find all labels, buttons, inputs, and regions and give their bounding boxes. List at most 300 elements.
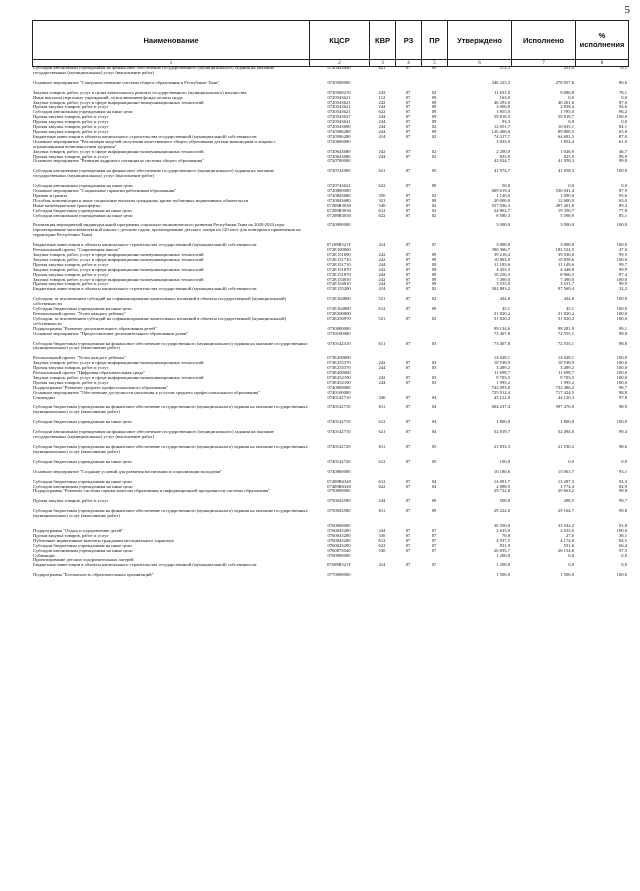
row-name: Закупка товаров, работ, услуг в сфере информационно-коммуникационных технологий xyxy=(33,149,204,154)
row-name: Основное мероприятие "Предоставление дополнительного образования детям" xyxy=(33,331,189,336)
col-header-name: Наименование xyxy=(33,21,310,60)
row-kvr: 612 xyxy=(378,478,386,484)
row-executed: 825,5 xyxy=(563,154,574,159)
row-rz: 07 xyxy=(405,296,411,302)
row-kcsr: 0720586280 xyxy=(327,129,351,134)
row-approved: 24 862,7 xyxy=(493,208,510,213)
row-percent: 95,6 xyxy=(618,193,627,198)
row-percent: 47,0 xyxy=(618,248,627,253)
row-kvr: 611 xyxy=(378,508,386,514)
row-kvr: 321 xyxy=(378,198,386,203)
table-row xyxy=(32,337,628,352)
row-rz: 07 xyxy=(405,89,411,95)
row-percent: 98,8 xyxy=(618,340,627,346)
row-pr: 02 xyxy=(431,134,437,139)
row-approved: 100,0 xyxy=(499,458,510,464)
row-percent: 87,0 xyxy=(618,100,627,105)
row-executed: 434,8 xyxy=(563,296,574,302)
row-executed: 97 569,4 xyxy=(557,287,574,292)
row-pr: 09 xyxy=(431,272,437,277)
row-percent: 98,9 xyxy=(618,404,627,410)
row-percent: 99,1 xyxy=(618,326,627,331)
row-executed: 3 489,2 xyxy=(560,366,574,371)
row-kvr: 243 xyxy=(378,89,386,95)
row-rz: 07 xyxy=(405,533,411,538)
row-executed: 9 703,5 xyxy=(560,375,574,380)
row-pr: 09 xyxy=(431,307,437,312)
row-executed: 41 958,3 xyxy=(557,168,574,174)
table-row xyxy=(32,504,628,519)
row-rz xyxy=(395,76,421,86)
row-name: Прочая закупка товаров, работ и услуг xyxy=(33,282,109,287)
row-approved: 26 835,7 xyxy=(493,548,510,553)
row-kvr: 414 xyxy=(378,287,386,292)
row-rz: 07 xyxy=(405,548,411,553)
table-row xyxy=(32,86,628,96)
row-executed: 44 120,3 xyxy=(557,395,574,400)
row-kcsr: 0720643680 xyxy=(327,154,351,159)
row-pr xyxy=(421,465,447,475)
row-kvr xyxy=(369,76,395,86)
row-kcsr: 0740142720 xyxy=(327,458,351,464)
row-name: Подпрограмма "Развитие системы оценки качества образования и информационной прозрачности системы образования" xyxy=(33,489,271,494)
row-name: Закупка товаров, работ, услуг в сфере информационно-коммуникационных технологий xyxy=(33,361,204,366)
row-kvr: 612 xyxy=(378,538,386,543)
table-row xyxy=(32,494,628,504)
row-executed: 39 030,0 xyxy=(557,253,574,257)
row-executed: 1 774,4 xyxy=(560,484,574,489)
row-approved: 390 366,7 xyxy=(491,248,510,253)
row-name: Основное мероприятие "Обеспечение доступности населения к услугам среднего профессионального образования" xyxy=(33,390,261,395)
row-percent: 96,2 xyxy=(618,110,627,115)
table-row xyxy=(32,465,628,475)
row-executed: 0,0 xyxy=(568,95,574,100)
col-number: 5 xyxy=(422,60,448,67)
row-executed: 41 958,3 xyxy=(557,159,574,164)
row-rz xyxy=(395,568,421,578)
row-kcsr: 0730100000 xyxy=(327,331,351,336)
row-executed: 98 281,9 xyxy=(557,326,574,331)
row-pr: 09 xyxy=(431,100,437,105)
row-name: Закупка товаров, работ, услуг в сфере информационно-коммуникационных технологий xyxy=(33,100,204,105)
row-kvr: 244 xyxy=(378,366,386,371)
row-approved: 434,8 xyxy=(499,296,510,302)
row-executed: 597 470,0 xyxy=(555,404,574,410)
row-kvr: 414 xyxy=(378,242,386,248)
row-percent: 100,0 xyxy=(616,361,627,366)
row-rz xyxy=(395,218,421,238)
row-executed: 33 542,2 xyxy=(557,523,574,529)
row-percent: 38,1 xyxy=(618,533,627,538)
col-header-executed: Исполнено xyxy=(512,21,576,60)
row-rz: 07 xyxy=(405,429,411,435)
row-pr: 09 xyxy=(431,105,437,110)
row-executed: 19 350,7 xyxy=(557,208,574,213)
row-approved: 557 036,3 xyxy=(491,203,510,208)
table-row xyxy=(32,179,628,189)
row-executed: 3 000,0 xyxy=(560,222,574,228)
row-kvr: 414 xyxy=(378,563,386,568)
col-number: 6 xyxy=(448,60,512,67)
col-header-pr: ПР xyxy=(422,21,448,60)
row-kvr: 112 xyxy=(378,95,386,100)
row-kvr: 244 xyxy=(378,154,386,159)
row-executed: 64 691,5 xyxy=(557,134,574,139)
row-approved: 52 819,7 xyxy=(493,429,510,435)
row-pr: 04 xyxy=(431,404,437,410)
row-percent: 65,8 xyxy=(618,129,627,134)
row-pr: 02 xyxy=(431,193,437,198)
row-kcsr: 0720843680 xyxy=(327,198,351,203)
row-kvr: 622 xyxy=(378,484,386,489)
row-kvr xyxy=(369,140,395,150)
row-executed: 72 555,1 xyxy=(557,340,574,346)
row-rz: 07 xyxy=(405,340,411,346)
row-kcsr: 072E250970 xyxy=(327,316,351,321)
row-percent: 100,0 xyxy=(616,375,627,380)
row-rz: 07 xyxy=(405,183,411,189)
row-percent: 97,5 xyxy=(618,548,627,553)
col-header-kcsr: КЦСР xyxy=(310,21,370,60)
row-approved: 45,1 xyxy=(501,307,510,312)
table-row xyxy=(32,425,628,440)
row-name: Прочая закупка товаров, работ и услуг xyxy=(33,129,109,134)
row-percent: 99,8 xyxy=(618,489,627,494)
row-approved: 302 883,2 xyxy=(491,287,510,292)
row-approved: 831,0 xyxy=(499,543,510,548)
row-kcsr: 0730142310 xyxy=(327,340,351,346)
row-name: Закупка товаров, работ, услуг в сфере информационно-коммуникационных технологий xyxy=(33,375,204,380)
row-rz: 07 xyxy=(405,563,411,568)
row-approved: 21 833,3 xyxy=(493,444,510,449)
row-executed: 0,0 xyxy=(568,120,574,125)
row-rz: 07 xyxy=(405,168,411,174)
col-number: 3 xyxy=(370,60,396,67)
row-kcsr: 0740100000 xyxy=(327,390,351,395)
row-rz: 07 xyxy=(405,105,411,110)
row-pr xyxy=(421,351,447,361)
row-approved: 3 489,2 xyxy=(496,366,510,371)
table-row xyxy=(32,351,628,361)
row-pr: 07 xyxy=(431,533,437,538)
row-rz: 07 xyxy=(405,267,411,272)
row-percent: 32,2 xyxy=(618,287,627,292)
row-approved: 31 820,2 xyxy=(493,311,510,316)
row-kcsr: 0740800000 xyxy=(327,468,351,474)
row-name: Премии и гранты xyxy=(33,193,68,198)
row-rz: 07 xyxy=(405,380,411,385)
row-rz: 07 xyxy=(405,120,411,125)
row-name: Прочая закупка товаров, работ и услуг xyxy=(33,380,109,385)
row-kcsr: 0740142710 xyxy=(327,395,351,400)
row-rz: 07 xyxy=(405,257,411,262)
row-kvr: 244 xyxy=(378,272,386,277)
row-kcsr: 0720742900 xyxy=(327,168,351,174)
row-executed: 31 820,2 xyxy=(557,311,574,316)
row-kcsr: 0720543641 xyxy=(327,120,351,125)
row-rz: 07 xyxy=(405,115,411,120)
row-pr: 05 xyxy=(431,444,437,449)
row-name: Публичные нормативные выплаты гражданам несоциального характера xyxy=(33,538,174,543)
row-pr: 03 xyxy=(431,380,437,385)
row-kvr: 244 xyxy=(378,282,386,287)
row-approved: 2 088,9 xyxy=(496,484,510,489)
row-pr: 02 xyxy=(431,296,437,302)
row-approved: 16 180,6 xyxy=(493,468,510,474)
row-kcsr: 073E255370 xyxy=(327,366,351,371)
row-rz: 07 xyxy=(405,366,411,371)
row-percent: 77,8 xyxy=(618,208,627,213)
row-percent: 100,0 xyxy=(616,307,627,312)
row-pr: 09 xyxy=(431,498,437,504)
row-kvr: 414 xyxy=(378,134,386,139)
row-kvr: 612 xyxy=(378,307,386,312)
row-executed: 52 494,0 xyxy=(557,429,574,435)
row-kvr: 242 xyxy=(378,253,386,257)
row-executed: 497 401,8 xyxy=(555,203,574,208)
row-approved: 3 000,0 xyxy=(496,242,510,248)
row-percent: 78,1 xyxy=(618,89,627,95)
row-kcsr: 0720543621 xyxy=(327,100,351,105)
row-kvr: 612 xyxy=(378,208,386,213)
row-pr: 09 xyxy=(431,262,437,267)
row-approved: 1 855,0 xyxy=(496,110,510,115)
row-rz: 07 xyxy=(405,203,411,208)
row-kvr: 350 xyxy=(378,193,386,198)
row-executed: 3 531,7 xyxy=(560,282,574,287)
row-kvr xyxy=(369,519,395,529)
row-kvr: 242 xyxy=(378,375,386,380)
row-kvr: 244 xyxy=(378,115,386,120)
row-executed: 31 820,2 xyxy=(557,316,574,321)
row-executed: 14 028,1 xyxy=(557,355,574,361)
row-kvr: 242 xyxy=(378,100,386,105)
row-rz xyxy=(395,519,421,529)
row-name: Бюджетные инвестиции в объекты капитального строительства государственной (муниципальной) собственности xyxy=(33,287,257,292)
row-kcsr: 073E200000 xyxy=(327,355,351,361)
row-kvr: 330 xyxy=(378,533,386,538)
row-approved: 2 635,0 xyxy=(496,528,510,533)
row-kcsr: 0720543621 xyxy=(327,105,351,110)
row-pr: 04 xyxy=(431,478,437,484)
row-kvr: 611 xyxy=(378,404,386,410)
row-name: Субсидии автономным учреждениям на финансовое обеспечение государственного (муниципального) задания на оказание государственных (муниципальных) услуг (выполнение работ) xyxy=(33,429,275,440)
row-executed: 0,0 xyxy=(568,553,574,558)
row-kvr: 242 xyxy=(378,277,386,282)
row-executed: 1 800,0 xyxy=(560,419,574,425)
row-kcsr: 0760000000 xyxy=(327,523,351,529)
row-name: Субсидии автономным учреждениям на финансовое обеспечение государственного (муниципального) задания на оказание государственных (муниципальных) услуг (выполнение работ) xyxy=(33,168,275,179)
row-percent: 100,0 xyxy=(616,572,627,578)
row-pr: 03 xyxy=(431,361,437,366)
row-name: Реализация мероприятий индивидуальной программы социально-экономического развития Республики Тыва на 2020-2024 годы (проектирование малокомплектной школы с детским садом, проектирование детского лагеря на 120 мест для повторного применения на территории Республики Тыва) xyxy=(33,222,301,238)
row-kvr: 242 xyxy=(378,149,386,154)
row-executed: 9 086,8 xyxy=(560,89,574,95)
row-approved: 500,0 xyxy=(499,498,510,504)
row-percent: 61,0 xyxy=(618,139,627,144)
table-row xyxy=(32,76,628,86)
row-pr: 04 xyxy=(431,395,437,400)
row-approved: 99 134,6 xyxy=(493,326,510,331)
row-kcsr: 072E151710 xyxy=(327,262,351,267)
row-name: Прочая закупка товаров, работ и услуг xyxy=(33,498,109,504)
row-percent: 94,3 xyxy=(618,478,627,484)
row-rz: 07 xyxy=(405,253,411,257)
row-percent: 98,9 xyxy=(618,154,627,159)
row-approved: 73 407,8 xyxy=(493,340,510,346)
row-approved: 29 722,0 xyxy=(493,489,510,494)
row-approved: 11 185,6 xyxy=(494,262,510,267)
row-name: Субсидии автономным учреждениям на иные цели xyxy=(33,110,133,115)
table-row xyxy=(32,317,628,327)
row-executed: 45,1 xyxy=(565,307,574,312)
row-kvr xyxy=(369,465,395,475)
row-name: Подпрограмма "Отдых и оздоровление детей" xyxy=(33,528,124,533)
row-pr xyxy=(421,76,447,86)
row-percent: 98,6 xyxy=(618,444,627,449)
row-rz: 07 xyxy=(405,508,411,514)
row-kvr: 244 xyxy=(378,528,386,533)
row-kcsr: 072E100000 xyxy=(327,248,351,253)
row-name: Подпрограмма "Развитие дополнительного образования детей" xyxy=(33,326,157,331)
table-row xyxy=(32,568,628,578)
row-pr xyxy=(421,140,447,150)
row-name: Бюджетные инвестиции в объекты капитального строительства государственной (муниципальной) собственности xyxy=(33,242,257,248)
row-approved: 1 200,0 xyxy=(496,553,510,558)
row-kcsr: 07609R321T xyxy=(326,563,352,568)
row-rz: 07 xyxy=(405,66,411,70)
row-executed: 278 957,6 xyxy=(555,79,574,85)
row-percent: 99,5 xyxy=(618,253,627,257)
row-executed: 40 261,6 xyxy=(557,100,574,105)
row-pr: 02 xyxy=(431,149,437,154)
row-kcsr: 0720586280 xyxy=(327,134,351,139)
row-kcsr: 072E151870 xyxy=(327,272,351,277)
table-row xyxy=(32,66,628,76)
row-name: Основное мероприятие "Развитие кадрового потенциала системы общего образования" xyxy=(33,159,205,164)
row-kcsr: 072E155200 xyxy=(327,287,351,292)
row-percent: 87,9 xyxy=(618,189,627,194)
row-rz: 07 xyxy=(405,316,411,321)
table-row xyxy=(32,292,628,307)
row-rz: 07 xyxy=(405,307,411,312)
row-name: Бюджетные инвестиции в объекты капитального строительства государственной (муниципальной) собственности xyxy=(33,134,257,139)
row-rz: 07 xyxy=(405,375,411,380)
row-approved: 6 580,3 xyxy=(496,213,510,218)
row-rz: 07 xyxy=(405,484,411,489)
row-executed: 183 524,5 xyxy=(555,248,574,253)
row-approved: 742 093,0 xyxy=(491,385,510,390)
row-percent: 94,6 xyxy=(618,105,627,110)
row-rz: 07 xyxy=(405,404,411,410)
row-percent: 100,0 xyxy=(616,366,627,371)
row-name: Субсидии автономным учреждениям на иные цели xyxy=(33,213,133,218)
row-name: Субсидии бюджетным учреждениям на иные цели xyxy=(33,543,132,548)
row-name: Субсидии бюджетным учреждениям на финансовое обеспечение государственного (муниципального) задания на оказание государственных (муниципальных) услуг (выполнение работ) xyxy=(33,404,308,415)
row-name: Субсидии автономным учреждениям на иные цели xyxy=(33,484,133,489)
row-name: Закупка товаров, работ, услуг в сфере информационно-коммуникационных технологий xyxy=(33,267,204,272)
row-name: Региональный проект "Современная школа" xyxy=(33,248,120,253)
row-executed: 3 000,0 xyxy=(560,242,574,248)
row-approved: 4 455,3 xyxy=(496,267,510,272)
row-approved: 70,8 xyxy=(501,533,510,538)
row-executed: 27,0 xyxy=(565,533,574,538)
row-executed: 1 995,2 xyxy=(560,380,574,385)
row-approved: 835,0 xyxy=(499,154,510,159)
row-name: Региональный проект "Успех каждого ребенка" xyxy=(33,355,126,361)
row-executed: 7 490,0 xyxy=(560,277,574,282)
row-percent: 84,1 xyxy=(618,125,627,130)
row-executed: 10 538,9 xyxy=(557,361,574,366)
row-approved: 7 490,0 xyxy=(496,277,510,282)
row-percent: 0,0 xyxy=(621,553,627,558)
table-row xyxy=(32,455,628,465)
row-percent: 93,1 xyxy=(618,468,627,474)
row-kcsr: 072E164800 xyxy=(327,296,351,302)
row-approved: 9 703,5 xyxy=(496,375,510,380)
row-rz: 07 xyxy=(405,242,411,248)
row-name: Иные выплаты персоналу учреждений, за исключением фонда оплаты труда xyxy=(33,95,183,100)
row-kcsr: 0720443640 xyxy=(327,66,351,70)
row-executed: 4 174,0 xyxy=(560,538,574,543)
row-pr: 04 xyxy=(431,419,437,425)
row-name: Субсидии бюджетным учреждениям на иные цели xyxy=(33,478,132,484)
row-name: Региональный проект "Цифровая образовательная среда" xyxy=(33,371,146,376)
row-kcsr: 072E154810 xyxy=(327,277,351,282)
row-kvr: 530 xyxy=(378,548,386,553)
budget-table xyxy=(32,66,628,578)
row-executed: 29 164,7 xyxy=(557,508,574,514)
row-approved: 3 535,0 xyxy=(496,282,510,287)
row-name: Субсидии автономным учреждениям на иные цели xyxy=(33,183,133,189)
row-pr: 07 xyxy=(431,528,437,533)
row-executed: 498,5 xyxy=(563,498,574,504)
row-kcsr: 0740142720 xyxy=(327,444,351,449)
row-kvr: 244 xyxy=(378,498,386,504)
row-executed: 10 635,1 xyxy=(557,125,574,130)
row-name: Закупка товаров, работ, услуг в сфере информационно-коммуникационных технологий xyxy=(33,257,204,262)
table-row xyxy=(32,218,628,238)
row-kcsr: 073E400000 xyxy=(327,371,351,376)
row-kcsr: 0720643680 xyxy=(327,149,351,154)
row-executed: 1 785,0 xyxy=(560,110,574,115)
row-kcsr: 0750000000 xyxy=(327,489,351,494)
row-pr: 07 xyxy=(431,538,437,543)
row-percent: 78,1 xyxy=(618,66,627,70)
row-approved: 39 218,4 xyxy=(493,253,510,257)
row-name: Субсидии, за исключением субсидий на софинансирование капитальных вложений в объекты государственной (муниципальной) собственности xyxy=(33,296,287,307)
row-percent: 100,0 xyxy=(616,528,627,533)
row-percent: 87,0 xyxy=(618,134,627,139)
row-percent: 84,9 xyxy=(618,484,627,489)
row-kvr: 242 xyxy=(378,361,386,366)
row-approved: 1 140,0 xyxy=(496,193,510,198)
row-pr: 09 xyxy=(431,277,437,282)
row-rz: 07 xyxy=(405,287,411,292)
row-kvr: 622 xyxy=(378,183,386,189)
row-executed: 13 287,3 xyxy=(557,478,574,484)
row-percent: 99,9 xyxy=(618,282,627,287)
row-kcsr: 0720800000 xyxy=(327,189,351,194)
table-header xyxy=(32,20,629,67)
row-kcsr: 07208R3030 xyxy=(327,213,351,218)
row-kcsr: 0720543637 xyxy=(327,115,351,120)
row-kvr: 622 xyxy=(378,110,386,115)
row-percent: 98,8 xyxy=(618,331,627,336)
row-executed: 11 149,6 xyxy=(558,262,574,267)
row-executed: 1 026,9 xyxy=(560,149,574,154)
row-name: Субсидии автономным учреждениям на финансовое обеспечение государственного (муниципального) задания на оказание государственных (муниципальных) услуг (выполнение работ) xyxy=(33,66,275,75)
